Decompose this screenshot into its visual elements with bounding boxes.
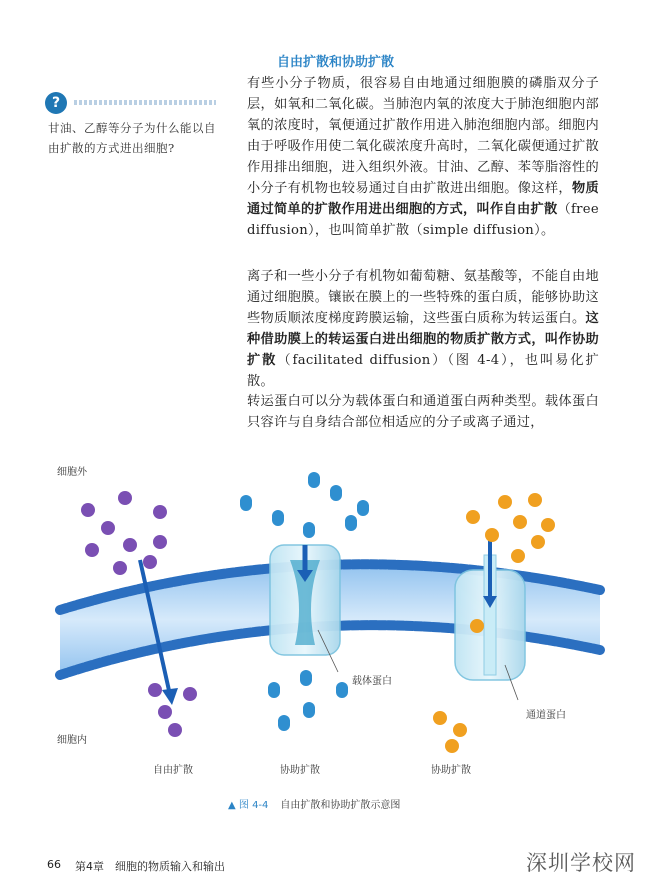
definition-facilitated-diffusion: 这种借助膜上的转运蛋白进出细胞的物质扩散方式，叫作协助扩散	[247, 311, 599, 368]
caption-text: 自由扩散和协助扩散示意图	[280, 800, 401, 811]
channel-protein-label: 通道蛋白	[526, 710, 566, 721]
facilitated-diffusion-label-2: 协助扩散	[431, 765, 471, 776]
diffusion-figure	[0, 450, 647, 790]
question-icon: ?	[45, 92, 67, 114]
paragraph-text: （facilitated diffusion）（图 4-4），也叫易化扩散。	[247, 353, 599, 389]
carrier-protein-label: 载体蛋白	[352, 676, 392, 687]
caption-marker-icon: ▲	[228, 800, 236, 811]
paragraph-free-diffusion	[247, 73, 599, 241]
page-number: 66	[47, 858, 61, 871]
caption-number: 图 4-4	[238, 800, 269, 811]
paragraph-facilitated-diffusion	[247, 266, 599, 392]
paragraph-text: （free diffusion），也叫简单扩散（simple diffusion）。	[247, 202, 599, 238]
watermark: 深圳学校网	[526, 851, 636, 875]
outside-cell-label: 细胞外	[57, 467, 87, 478]
sidebar-divider	[74, 100, 216, 105]
paragraph-text: 离子和一些小分子有机物如葡萄糖、氨基酸等，不能自由地通过细胞膜。镶嵌在膜上的一些特殊的蛋白质，能够协助这些物质顺浓度梯度跨膜运输，这些蛋白质称为转运蛋白。	[247, 269, 599, 326]
paragraph-transport-proteins: 转运蛋白可以分为载体蛋白和通道蛋白两种类型。载体蛋白只容许与自身结合部位相适应的分子或离子通过，	[247, 394, 599, 430]
carrier-protein	[270, 545, 340, 655]
facilitated-diffusion-label-1: 协助扩散	[280, 765, 320, 776]
inside-cell-label: 细胞内	[57, 735, 87, 746]
chapter-title: 第4章 细胞的物质输入和输出	[75, 860, 225, 873]
section-heading: 自由扩散和协助扩散	[277, 55, 395, 70]
definition-free-diffusion: 物质通过简单的扩散作用进出细胞的方式，叫作自由扩散	[247, 181, 599, 217]
figure-caption	[228, 796, 400, 811]
free-diffusion-label: 自由扩散	[153, 765, 193, 776]
paragraph-text: 有些小分子物质，很容易自由地通过细胞膜的磷脂双分子层，如氧和二氧化碳。当肺泡内氧的浓度大于肺泡细胞内部氧的浓度时，氧便通过扩散作用进入肺泡细胞内部。细胞内由于呼吸作用使二氧化碳浓度升高时，二氧化碳便通过扩散作用排出细胞，进入组织外液。甘油、乙醇、苯等脂溶性的小分子有机物也较易通过自由扩散进出细胞。像这样，	[247, 76, 599, 196]
sidebar-question: 甘油、乙醇等分子为什么能以自由扩散的方式进出细胞?	[48, 121, 216, 155]
